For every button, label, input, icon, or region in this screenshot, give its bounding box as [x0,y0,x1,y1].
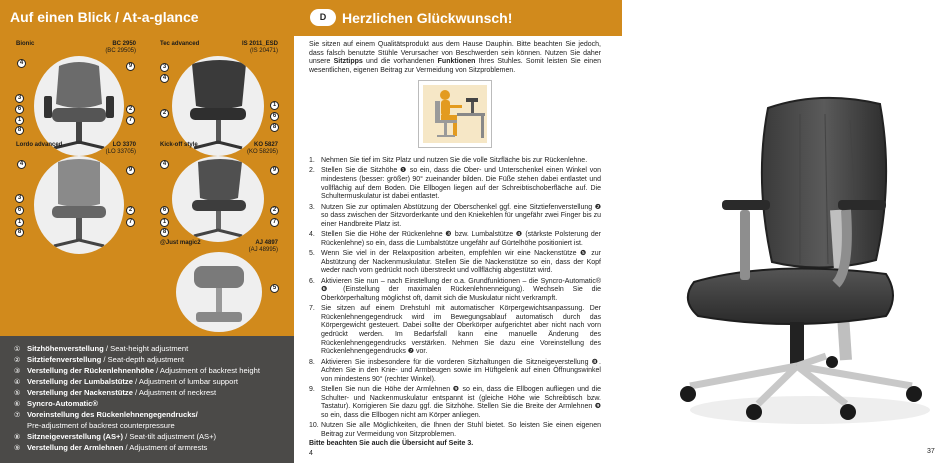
list-item: 4. Stellen Sie die Höhe der Rückenlehne ❸ bzw. Lumbalstütze ❹ (stärkste Polsterung der Rückenlehne) so ein, dass die Lumbalstütze ungefähr auf Gürtelhöhe positioniert ist. [309,231,601,247]
legend-item: ② Sitztiefenverstellung / Seat-depth adjustment [14,355,185,364]
model-label-tec-advanced [160,41,278,55]
neckrest-illustration-just-magic2 [176,252,262,332]
callout-badge: 5 [270,284,279,293]
callout-badge: 9 [270,166,279,175]
callout-badge: 7 [126,218,135,227]
callout-badge: 8 [15,126,24,135]
sitting-posture-icon [418,80,492,148]
callout-badge: 3 [15,94,24,103]
model-label-bionic [16,41,136,55]
list-item: 1. Nehmen Sie tief im Sitz Platz und nutzen Sie die volle Sitzfläche bis zur Rückenlehne. [309,157,588,164]
callout-badge: 4 [160,160,169,169]
chair-illustration-tec-advanced [172,56,264,156]
callout-badge: 4 [160,74,169,83]
callout-badge: 1 [15,116,24,125]
list-item: 5. Wenn Sie viel in der Relaxposition arbeiten, empfehlen wir eine Nackenstütze ❺ zur Abstützung der Nackenmuskulatur. Stellen Sie die Nackenstütze so ein, dass der Kopf weder nach vorn gedrückt noch überstreckt und vollflächig abgestützt wird. [309,250,601,275]
model-code: AJ 4897 [255,240,278,246]
callout-badge: 2 [126,206,135,215]
chair-illustration-lordo-advanced [34,156,124,254]
callout-badge: 7 [126,116,135,125]
callout-badge: 8 [15,228,24,237]
function-legend [14,343,292,453]
legend-item: ③ Verstellung der Rückenlehnenhöhe / Adjustment of backrest height [14,366,260,375]
seating-tips-list [309,157,601,441]
office-chair-photo [650,60,950,435]
language-badge: D [310,9,336,26]
model-name: Tec advanced [160,41,200,47]
model-label-lordo-advanced [16,142,136,156]
list-item: 7. Sie sitzen auf einem Drehstuhl mit automatischer Körpergewichtsanpassung. Der Rückenlehnengegendruck wird im Bewegungsablauf automatisch durch das Körpergewicht gesteuert. Dabei sollte der Oberkörper aufgerichtet aber nicht nach vorn gedrückt werden. Im Bedarfsfall kann eine manuelle Änderung des Rückenlehnengegendrucks verstärken. Nehmen Sie dazu eine Voreinstellung des Rückenlehnengegendrucks ❼ vor. [309,305,601,356]
callout-badge: 4 [17,160,26,169]
intro-paragraph: Sie sitzen auf einem Qualitätsprodukt aus dem Hause Dauphin. Bitte beachten Sie jedoch, dass falsch benutzte Stühle Verursacher von Beschwerden sein können. Nutzen Sie daher unsere Sitztipps und die vorhandenen Funktionen Ihres Stuhles. Somit leisten Sie einen wesentlichen, eigenen Beitrag zur Vermeidung von Sitzproblemen. [309,41,601,74]
callout-badge: 6 [15,206,24,215]
right-header [294,0,622,36]
final-note: Bitte beachten Sie auch die Übersicht auf Seite 3. [309,440,474,447]
model-code-alt: (IS 20471) [249,48,278,54]
chair-illustration-kick-off-style [172,156,264,242]
callout-badge: 1 [160,218,169,227]
legend-item: ⑦ Voreinstellung des Rückenlehnengegendrucks/ [14,410,198,419]
legend-item-continuation: Pre-adjustment of backrest counterpressure [27,421,175,430]
legend-item: ⑨ Verstellung der Armlehnen / Adjustment of armrests [14,443,208,452]
callout-badge: 8 [270,123,279,132]
chair-illustration-bionic [34,56,124,156]
callout-badge: 6 [270,112,279,121]
callout-badge: 3 [160,63,169,72]
list-item: 6. Aktivieren Sie nun – nach Einstellung der o.a. Grundfunktionen – die Syncro-Automatic® ❻ (Einstellung der maximalen Rückenlehnenneigung). Wechseln Sie die Oberkörperhaltung möglichst oft, damit sich die Muskulatur nicht verkrampft. [309,277,601,302]
callout-badge: 4 [17,59,26,68]
model-code: KO 5827 [253,142,278,148]
callout-badge: 2 [160,109,169,118]
list-item: 9. Stellen Sie nun die Höhe der Armlehnen ❾ so ein, dass die Ellbogen aufliegen und die Schulter- und Nackenmuskulatur entspannt ist (gleiche Höhe wie Schreibtisch bzw. Tastatur). Korrigieren Sie dazu ggf. die Sitzhöhe. Stellen Sie die Breite der Armlehnen ❾ so ein, dass die Ellbogen nicht am Körper anliegen. [309,386,601,419]
callout-badge: 1 [270,101,279,110]
chair-overview-figure [0,34,294,336]
model-code: BC 2950 [112,41,136,47]
callout-badge: 1 [15,218,24,227]
callout-badge: 9 [126,62,135,71]
model-label-kick-off-style [160,142,278,156]
model-code: LO 3370 [112,142,136,148]
list-item: 2. Stellen Sie die Sitzhöhe ❶ so ein, dass die Ober- und Unterschenkel einen Winkel von mindestens (besser: größer) 90° zueinander bilden. Die Füße stehen dabei entlastet und vollflächig auf dem Boden. Die Ellbogen liegen auf der Schreibtischoberfläche auf. Die Schultermuskulatur ist dabei entlastet. [309,167,601,201]
legend-item: ① Sitzhöhenverstellung / Seat-height adjustment [14,344,189,353]
page-number-left: 4 [309,450,313,457]
callout-badge: 3 [15,194,24,203]
callout-badge: 2 [126,105,135,114]
callout-badge: 9 [126,166,135,175]
model-code: IS 2011_ESD [241,41,278,47]
callout-badge: 8 [160,228,169,237]
callout-badge: 2 [270,206,279,215]
left-page-title: Auf einen Blick / At-a-glance [10,9,199,25]
legend-item: ④ Verstellung der Lumbalstütze / Adjustment of lumbar support [14,377,239,386]
page-title: Herzlichen Glückwunsch! [342,10,513,26]
callout-badge: 7 [270,218,279,227]
legend-item: ⑧ Sitzneigeverstellung (AS+) / Seat-tilt adjustment (AS+) [14,432,217,441]
list-item: 10. Nutzen Sie alle Möglichkeiten, die Ihnen der Stuhl bietet. So leisten Sie einen eigenen Beitrag zur Vermeidung von Sitzproblemen. [309,422,601,438]
left-page [0,0,294,463]
model-code-alt: (LO 33705) [105,149,136,155]
model-code-alt: (KO 58295) [246,149,278,155]
callout-badge: 6 [15,105,24,114]
model-name: @Just magic2 [160,240,201,246]
model-name: Kick-off style [160,142,198,148]
model-name: Lordo advanced [16,142,63,148]
list-item: 3. Nutzen Sie zur optimalen Abstützung der Oberschenkel ggf. eine Sitztiefenverstellung ❷ so dass zwischen der Sitzvorderkante und den Kniekehlen für ungefähr zwei Finger bis zu einer Handbreite Platz ist. [309,203,601,228]
legend-item: ⑤ Verstellung der Nackenstütze / Adjustment of neckrest [14,388,217,397]
legend-item: ⑥ Syncro-Automatic® [14,399,98,408]
model-name: Bionic [16,41,35,47]
model-code-alt: (BC 29505) [105,48,136,54]
callout-badge: 6 [160,206,169,215]
list-item: 8. Aktivieren Sie insbesondere für die vorderen Sitzhaltungen die Sitzneigeverstellung ❽. Achten Sie in den Knie- und Armbeugen sowie im Hüftgelenk auf einen Öffnungswinkel von mindestens 90° (rechter Winkel). [309,358,601,383]
left-header [0,0,294,34]
model-code-alt: (AJ 48995) [248,247,278,253]
page-number-right: 37 [927,448,935,455]
